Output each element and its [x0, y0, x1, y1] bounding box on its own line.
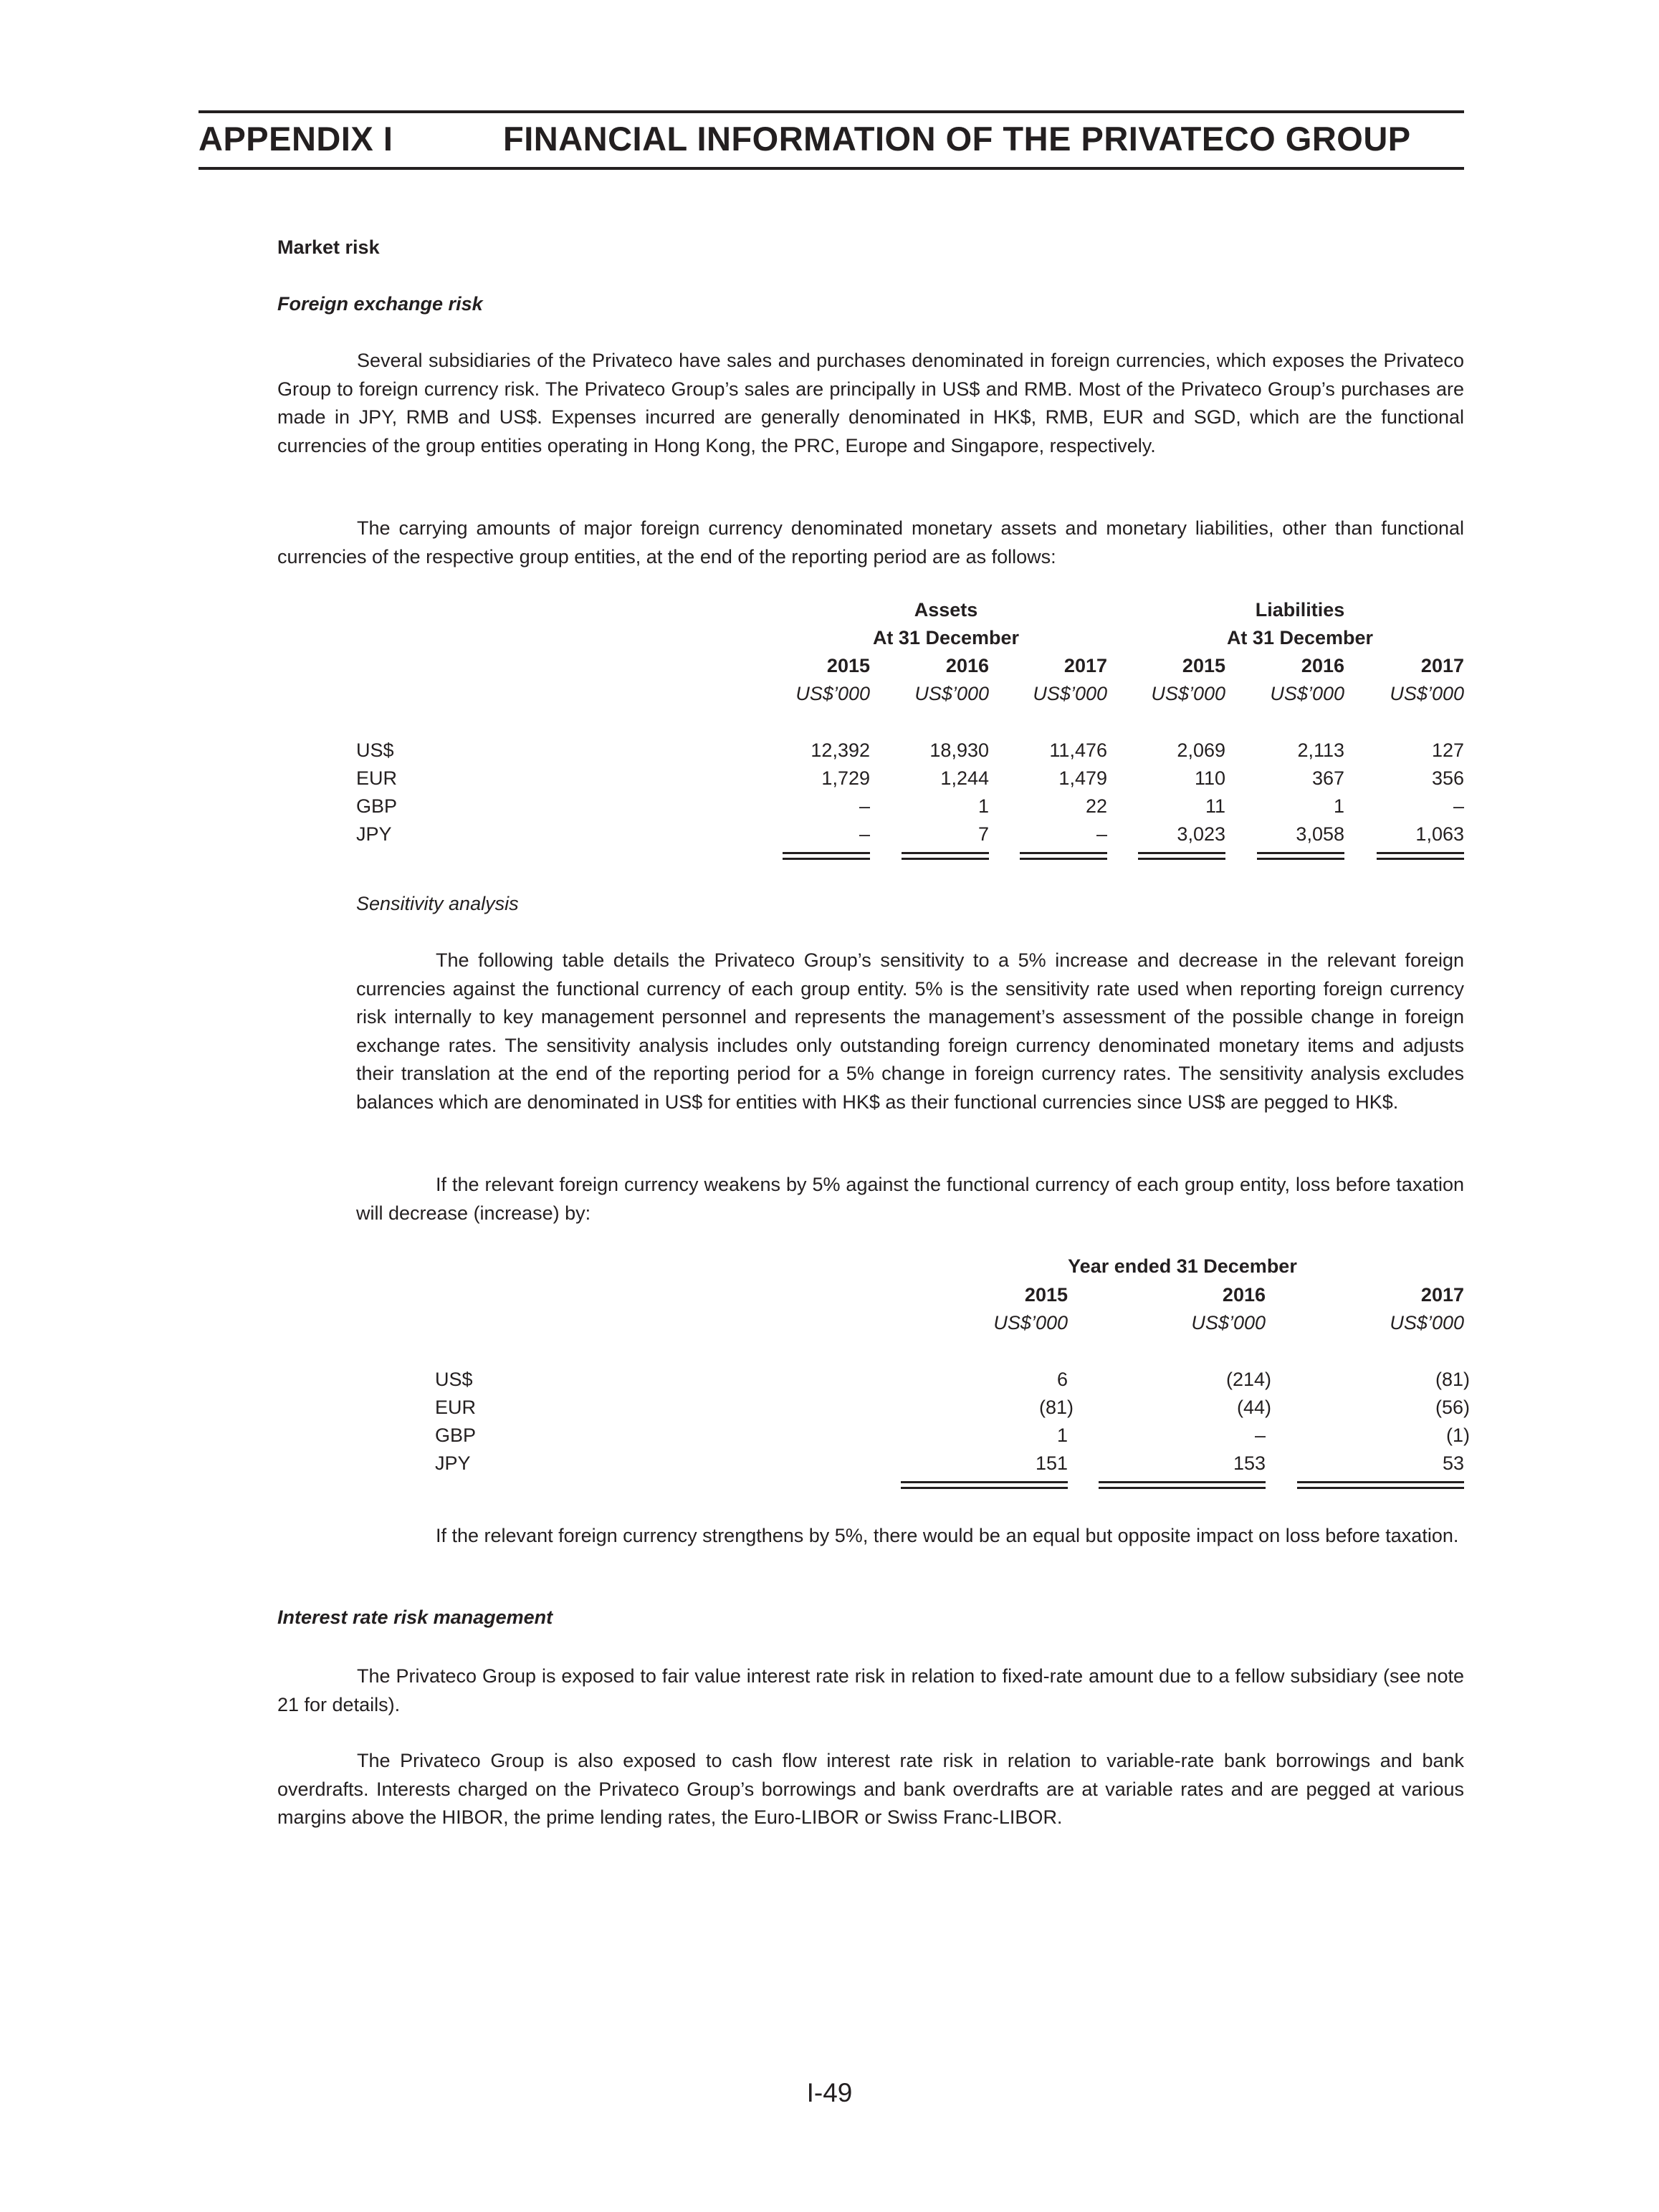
double-underline [1377, 852, 1464, 860]
table-cell: (214) [1225, 1369, 1271, 1390]
table-cell: 1,063 [1415, 823, 1464, 845]
appendix-label: APPENDIX I [199, 120, 393, 158]
year-header: 2017 [1063, 655, 1107, 676]
table-cell: – [1254, 1425, 1266, 1446]
year-header: 2016 [945, 655, 989, 676]
table-cell: 1,244 [940, 767, 989, 789]
double-underline [1138, 852, 1225, 860]
table-cell: 367 [1311, 767, 1344, 789]
year-header: 2015 [1024, 1284, 1068, 1306]
year-ended-header: Year ended 31 December [1068, 1255, 1297, 1277]
table-cell: 1,729 [821, 767, 870, 789]
unit-header: US$’000 [1390, 683, 1464, 704]
year-header: 2017 [1420, 655, 1464, 676]
table-cell: 3,023 [1177, 823, 1225, 845]
double-underline [1020, 852, 1107, 860]
header-rule-bottom [199, 167, 1464, 170]
year-header: 2016 [1222, 1284, 1266, 1306]
unit-header: US$’000 [1151, 683, 1225, 704]
interest-rate-heading: Interest rate risk management [277, 1607, 553, 1628]
sensitivity-heading: Sensitivity analysis [356, 893, 519, 914]
interest-rate-paragraph-2: The Privateco Group is also exposed to cash flow interest rate risk in relation to variable-rate bank borrowings and bank overdrafts. Interests charged on the Privateco Group’s borrowings and bank overdrafts are at variable rates and are pegged at various margins above the HIBOR, the prime lending rates, the Euro-LIBOR or Swiss Franc-LIBOR. [277, 1750, 1464, 1828]
currency-label: JPY [435, 1452, 471, 1474]
table-cell: 11,476 [1049, 739, 1107, 761]
table-cell: – [859, 795, 870, 817]
double-underline [1099, 1481, 1266, 1489]
table-cell: 22 [1085, 795, 1107, 817]
fx-paragraph-2: The carrying amounts of major foreign currency denominated monetary assets and monetary liabilities, other than functional currencies of the respective group entities, at the end of the reporting period are as follows: [277, 517, 1464, 568]
unit-header: US$’000 [993, 1312, 1068, 1334]
sensitivity-paragraph-1: The following table details the Privateco Group’s sensitivity to a 5% increase and decrease in the relevant foreign currencies against the functional currency of each group entity. 5% is the sensitivity rate used when reporting foreign currency risk internally to key management personnel and represents the management’s assessment of the possible change in foreign exchange rates. The sensitivity analysis includes only outstanding foreign currency denominated monetary items and adjusts their translation at the end of the reporting period for a 5% change in foreign currency rates. The sensitivity analysis excludes balances which are denominated in US$ for entities with HK$ as their functional currencies since US$ are pegged to HK$. [356, 949, 1464, 1113]
year-header: 2016 [1301, 655, 1344, 676]
table-cell: (44) [1236, 1397, 1271, 1418]
table-cell: 127 [1431, 739, 1464, 761]
table-cell: 1,479 [1058, 767, 1107, 789]
table-cell: 1 [977, 795, 989, 817]
year-header: 2015 [826, 655, 870, 676]
page-title: FINANCIAL INFORMATION OF THE PRIVATECO GROUP [503, 120, 1411, 158]
year-header: 2015 [1182, 655, 1225, 676]
table-cell: (81) [1435, 1369, 1470, 1390]
fx-paragraph-1: Several subsidiaries of the Privateco have sales and purchases denominated in foreign currencies, which exposes the Privateco Group to foreign currency risk. The Privateco Group’s sales are principally in US$ and RMB. Most of the Privateco Group’s purchases are made in JPY, RMB and US$. Expenses incurred are generally denominated in HK$, RMB, EUR and SGD, which are the functional currencies of the group entities operating in Hong Kong, the PRC, Europe and Singapore, respectively. [277, 350, 1464, 456]
interest-rate-paragraph-1: The Privateco Group is exposed to fair value interest rate risk in relation to fixed-rate amount due to a fellow subsidiary (see note 21 for details). [277, 1665, 1464, 1715]
table-cell: 53 [1442, 1452, 1464, 1474]
fx-risk-heading: Foreign exchange risk [277, 293, 483, 315]
table-cell: – [1096, 823, 1107, 845]
table-cell: (1) [1446, 1425, 1470, 1446]
unit-header: US$’000 [914, 683, 989, 704]
double-underline [1257, 852, 1344, 860]
table-cell: 356 [1431, 767, 1464, 789]
liabilities-at-date-header: At 31 December [1226, 627, 1374, 648]
table-cell: – [1453, 795, 1464, 817]
table-cell: 3,058 [1296, 823, 1344, 845]
unit-header: US$’000 [1390, 1312, 1464, 1334]
table-cell: (81) [1038, 1397, 1074, 1418]
table-cell: 2,113 [1297, 739, 1344, 761]
double-underline [1297, 1481, 1464, 1489]
currency-label: JPY [356, 823, 392, 845]
unit-header: US$’000 [1191, 1312, 1266, 1334]
assets-header: Assets [914, 599, 978, 621]
unit-header: US$’000 [795, 683, 870, 704]
table-cell: 1 [1056, 1425, 1068, 1446]
currency-label: US$ [435, 1369, 473, 1390]
table-cell: 12,392 [811, 739, 870, 761]
double-underline [783, 852, 870, 860]
double-underline [901, 1481, 1068, 1489]
table-cell: 110 [1194, 767, 1225, 789]
assets-at-date-header: At 31 December [872, 627, 1020, 648]
table-cell: 6 [1056, 1369, 1068, 1390]
currency-label: GBP [435, 1425, 477, 1446]
table-cell: 7 [977, 823, 989, 845]
currency-label: GBP [356, 795, 398, 817]
table-cell: 11 [1205, 795, 1225, 817]
table-cell: (56) [1435, 1397, 1470, 1418]
double-underline [902, 852, 989, 860]
table-cell: 18,930 [929, 739, 989, 761]
sensitivity-paragraph-3: If the relevant foreign currency strengthens by 5%, there would be an equal but opposite impact on loss before taxation. [436, 1525, 1459, 1546]
header-rule-top [199, 110, 1464, 113]
table-cell: – [859, 823, 870, 845]
currency-label: EUR [356, 767, 398, 789]
liabilities-header: Liabilities [1255, 599, 1345, 621]
page-number: I-49 [806, 2078, 853, 2107]
table-cell: 2,069 [1177, 739, 1225, 761]
table-cell: 153 [1233, 1452, 1266, 1474]
unit-header: US$’000 [1033, 683, 1107, 704]
market-risk-heading: Market risk [277, 236, 380, 258]
unit-header: US$’000 [1270, 683, 1344, 704]
currency-label: EUR [435, 1397, 477, 1418]
table-cell: 1 [1333, 795, 1344, 817]
currency-label: US$ [356, 739, 394, 761]
year-header: 2017 [1420, 1284, 1464, 1306]
table-cell: 151 [1035, 1452, 1068, 1474]
sensitivity-paragraph-2: If the relevant foreign currency weakens by 5% against the functional currency of each group entity, loss before taxation will decrease (increase) by: [356, 1174, 1464, 1224]
